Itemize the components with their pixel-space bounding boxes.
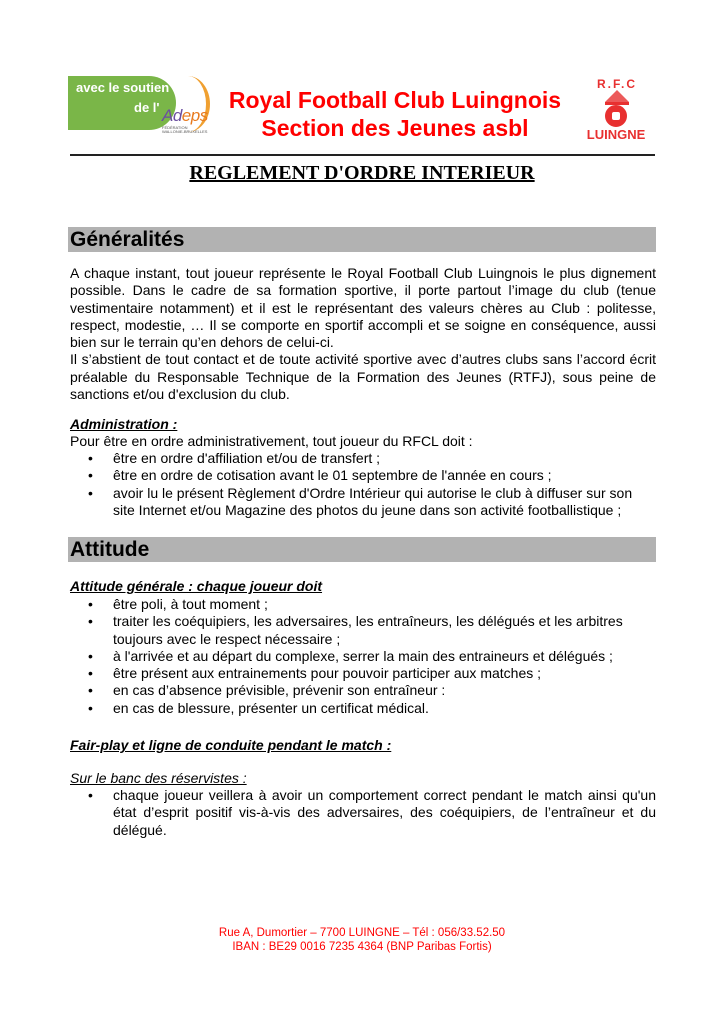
attitude-general-heading: Attitude générale : chaque joueur doit xyxy=(70,578,323,594)
adeps-wordmark-b: eps xyxy=(181,106,208,125)
header-divider xyxy=(70,154,655,156)
document-title: REGLEMENT D'ORDRE INTERIEUR xyxy=(189,162,535,184)
bench-heading: Sur le banc des réservistes : xyxy=(70,770,247,786)
list-item: • en cas de blessure, présenter un certificat médical. xyxy=(70,700,656,717)
club-title-line2: Section des Jeunes asbl xyxy=(261,115,529,141)
generalites-body xyxy=(70,265,656,403)
list-item: • être présent aux entrainements pour pouvoir participer aux matches ; xyxy=(70,665,656,682)
page-footer xyxy=(0,926,724,954)
list-item: • être en ordre de cotisation avant le 01 septembre de l'année en cours ; xyxy=(70,467,656,484)
adeps-logo xyxy=(68,76,208,138)
footer-address: Rue A, Dumortier – 7700 LUINGNE – Tél : 056/33.52.50 xyxy=(218,927,506,939)
section-heading-text: Attitude xyxy=(70,538,150,561)
section-heading-generalites xyxy=(68,227,656,252)
club-title-line1: Royal Football Club Luingnois xyxy=(228,87,562,113)
adeps-wordmark xyxy=(162,106,208,126)
administration-heading: Administration : xyxy=(70,416,178,432)
paragraph: Il s’abstient de tout contact et de toute activité sportive avec d’autres clubs sans l’accord écrit préalable du Responsable Technique de la Formation des Jeunes (RTFJ), sous peine de sanctions et/ou d'exclusion du club. xyxy=(70,351,656,403)
rfc-name: LUINGNE xyxy=(586,127,646,142)
crown-icon xyxy=(605,90,629,105)
list-item: • être en ordre d'affiliation et/ou de transfert ; xyxy=(70,450,656,467)
list-item: • en cas d’absence prévisible, prévenir son entraîneur : xyxy=(70,682,656,699)
fairplay-heading: Fair-play et ligne de conduite pendant le match : xyxy=(70,737,392,753)
bench-list xyxy=(70,787,656,839)
adeps-banner-line1: avec le soutien xyxy=(76,80,170,95)
section-heading-attitude xyxy=(68,537,656,562)
list-item: • avoir lu le présent Règlement d'Ordre Intérieur qui autorise le club à diffuser sur son site Internet et/ou Magazine des photos du jeune dans son activité footballistique ; xyxy=(70,485,656,520)
rfc-luingne-logo xyxy=(583,77,649,143)
list-item: • à l'arrivée et au départ du complexe, serrer la main des entraineurs et délégués ; xyxy=(70,648,656,665)
club-title xyxy=(210,86,580,142)
football-icon xyxy=(605,105,627,127)
adeps-banner-line2: de l' xyxy=(134,100,160,115)
list-item: • traiter les coéquipiers, les adversaires, les entraîneurs, les délégués et les arbitres toujours avec le respect nécessaire ; xyxy=(70,613,656,648)
adeps-wordmark-a: Ad xyxy=(162,106,182,125)
list-item: • être poli, à tout moment ; xyxy=(70,596,656,613)
footer-iban: IBAN : BE29 0016 7235 4364 (BNP Paribas Fortis) xyxy=(232,941,492,953)
paragraph: A chaque instant, tout joueur représente le Royal Football Club Luingnois le plus dignement possible. Dans le cadre de sa formation sportive, il porte partout l’image du club (tenue vestimentaire notamment) et il est le représentant des valeurs chères au Club : politesse, respect, modestie, … Il se comporte en sportif accompli et se soigne en conséquence, aussi bien sur le terrain qu’en dehors de celui-ci. xyxy=(70,265,656,351)
adeps-subtitle-1: FÉDÉRATION xyxy=(162,125,188,130)
section-heading-text: Généralités xyxy=(70,228,185,251)
administration-list xyxy=(70,450,656,519)
adeps-subtitle xyxy=(162,126,207,134)
adeps-subtitle-2: WALLONIE-BRUXELLES xyxy=(162,129,208,134)
adeps-banner xyxy=(68,76,176,130)
rfc-letters: R.F.C xyxy=(597,77,637,91)
administration-intro: Pour être en ordre administrativement, tout joueur du RFCL doit : xyxy=(70,433,473,449)
attitude-general-list xyxy=(70,596,656,717)
list-item: • chaque joueur veillera à avoir un comportement correct pendant le match ainsi qu'un état d’esprit positif vis-à-vis des adversaires, des coéquipiers, de l’entraîneur et du délégué. xyxy=(70,787,656,839)
